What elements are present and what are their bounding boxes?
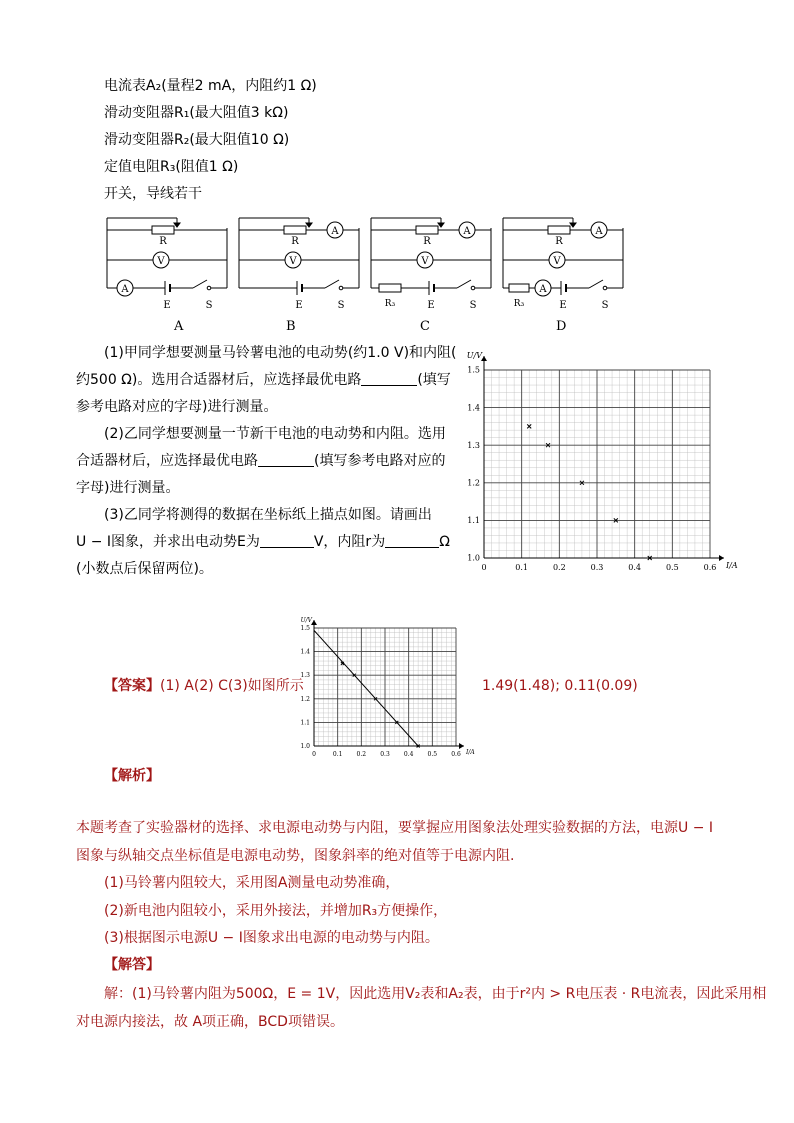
x-axis-arrow [459,743,464,749]
q2-line1: (2)乙同学想要测量一节新干电池的电动势和内阻。选用 [104,426,446,442]
uv-chart [456,340,738,580]
x-tick-label: 0.6 [703,563,717,572]
circuit-label-c: C [420,319,430,334]
x-tick-label: 0.1 [515,563,529,572]
switch [457,280,471,288]
x-axis-label: I/A [466,749,475,756]
analysis-tag: 【解析】 [104,768,160,784]
switch-contact [339,286,343,290]
analysis-p4: (2)新电池内阻较小，采用外接法，并增加R₃方便操作， [104,903,448,919]
switch-label: S [205,300,213,311]
switch-contact [207,286,211,290]
q1-line1: (1)甲同学想要测量马铃薯电池的电动势(约1.0 V)和内阻( [104,345,457,361]
analysis-p2: 图象与纵轴交点坐标值是电源电动势，图象斜率的绝对值等于电源内阻. [76,848,515,864]
y-tick-label: 1.2 [300,695,310,703]
switch-label: S [337,300,345,311]
battery-label: E [559,300,567,311]
battery-label: E [427,300,435,311]
answer-chart [296,612,476,762]
y-tick-label: 1.1 [467,516,480,526]
y-axis-label: U/V [300,617,312,624]
slider-arrow [438,223,444,227]
q1-line2: 约500 Ω)。选用合适器材后，应选择最优电路 (填写 [76,372,451,388]
equipment-item: 滑动变阻器R₁(最大阻值3 kΩ) [104,105,289,121]
circuit-svg [0,208,794,328]
q2-line3: 字母)进行测量。 [76,480,180,496]
x-tick-label: 0.5 [665,563,679,572]
q3-line1: (3)乙同学将测得的数据在坐标纸上描点如图。请画出 [104,507,432,523]
x-tick-label: 0 [312,751,316,758]
switch-label: S [601,300,609,311]
y-tick-label: 1.5 [467,365,480,375]
q1-line3: 参考电路对应的字母)进行测量。 [76,399,278,415]
resistor-label: R [291,236,299,247]
resistor-label: R [555,236,563,247]
circuit-b [239,218,359,311]
battery-label: E [295,300,303,311]
x-tick-label: 0.2 [552,563,566,572]
answer-line: 【答案】(1) A(2) C(3)如图所示 [104,678,304,694]
y-tick-label: 1.3 [300,672,310,680]
x-tick-label: 0.3 [380,751,390,758]
resistor-r [548,226,570,234]
resistor-r [284,226,306,234]
q3-line3: (小数点后保留两位)。 [76,561,213,577]
x-axis-label: I/A [726,561,738,570]
solution-s1: 解：(1)马铃薯内阻为500Ω，E = 1V，因此选用V₂表和A₂表，由于r²内 > R电压表 · R电流表，因此采用相 [104,986,767,1002]
equipment-item: 滑动变阻器R₂(最大阻值10 Ω) [104,132,290,148]
y-axis-label: U/V [466,351,482,360]
voltmeter-label: V [421,256,429,267]
x-tick-label: 0.5 [427,751,438,758]
x-axis-arrow [719,555,724,561]
slider-arrow [306,223,312,227]
switch [589,280,603,288]
circuit-label-b: B [286,319,296,334]
q2-line2: 合适器材后，应选择最优电路 (填写参考电路对应的 [76,453,446,469]
circuit-a [107,218,227,311]
solution-s2: 对电源内接法，故 A项正确，BCD项错误。 [76,1014,344,1030]
equipment-item: 开关，导线若干 [104,186,202,202]
slider-arrow [570,223,576,227]
battery-label: E [163,300,171,311]
circuit-d [503,218,623,311]
resistor-label: R [423,236,431,247]
ammeter-label: A [463,226,471,237]
y-tick-label: 1.2 [467,478,480,488]
resistor-label: R [159,236,167,247]
solution-tag: 【解答】 [104,957,160,973]
ammeter-label: A [121,284,129,295]
equipment-item: 电流表A₂(量程2 mA，内阻约1 Ω) [104,78,317,94]
circuit-label-a: A [174,319,184,334]
switch [193,280,207,288]
answer-blank[interactable] [385,533,439,548]
ammeter-label: A [539,284,547,295]
ammeter-label: A [595,226,603,237]
x-tick-label: 0.2 [356,751,367,758]
y-tick-label: 1.0 [300,743,310,750]
grid-major [314,628,456,746]
y-tick-label: 1.3 [467,440,480,450]
analysis-p3: (1)马铃薯内阻较大，采用图A测量电动势准确， [104,875,400,891]
resistor-r3 [379,284,401,292]
y-tick-label: 1.0 [467,553,480,563]
x-tick-label: 0.4 [403,751,414,758]
resistor-r [416,226,438,234]
grid-major [484,370,710,558]
switch-contact [471,286,475,290]
analysis-p1: 本题考查了实验器材的选择、求电源电动势与内阻，要掌握应用图象法处理实验数据的方法，电源U − I [76,820,714,836]
voltmeter-label: V [157,256,165,267]
voltmeter-label: V [553,256,561,267]
switch-label: S [469,300,477,311]
ammeter-label: A [331,226,339,237]
resistor-r3 [509,284,529,292]
x-tick-label: 0.6 [451,751,461,758]
answer-blank[interactable] [258,452,314,467]
q3-line2: U − I图象，并求出电动势E为 V，内阻r为 Ω [76,534,450,550]
circuit-label-d: D [556,319,567,334]
slider-arrow [174,223,180,227]
circuit-c [371,218,491,311]
y-tick-label: 1.4 [300,648,310,656]
answer-values: 1.49(1.48); 0.11(0.09) [482,678,638,694]
y-tick-label: 1.5 [300,625,310,632]
x-tick-label: 0.3 [590,563,604,572]
y-tick-label: 1.1 [300,719,310,727]
resistor-r [152,226,174,234]
analysis-p5: (3)根据图示电源U − I图象求出电源的电动势与内阻。 [104,930,439,946]
x-tick-label: 0.1 [332,751,343,758]
r3-label: R₃ [384,299,396,309]
equipment-item: 定值电阻R₃(阻值1 Ω) [104,159,239,175]
x-tick-label: 0.4 [628,563,642,572]
answer-blank[interactable] [361,371,417,386]
y-tick-label: 1.4 [467,403,480,413]
answer-blank[interactable] [260,533,314,548]
x-tick-label: 0 [481,563,487,572]
r3-label: R₃ [513,299,525,309]
switch [325,280,339,288]
switch-contact [603,286,607,290]
voltmeter-label: V [289,256,297,267]
